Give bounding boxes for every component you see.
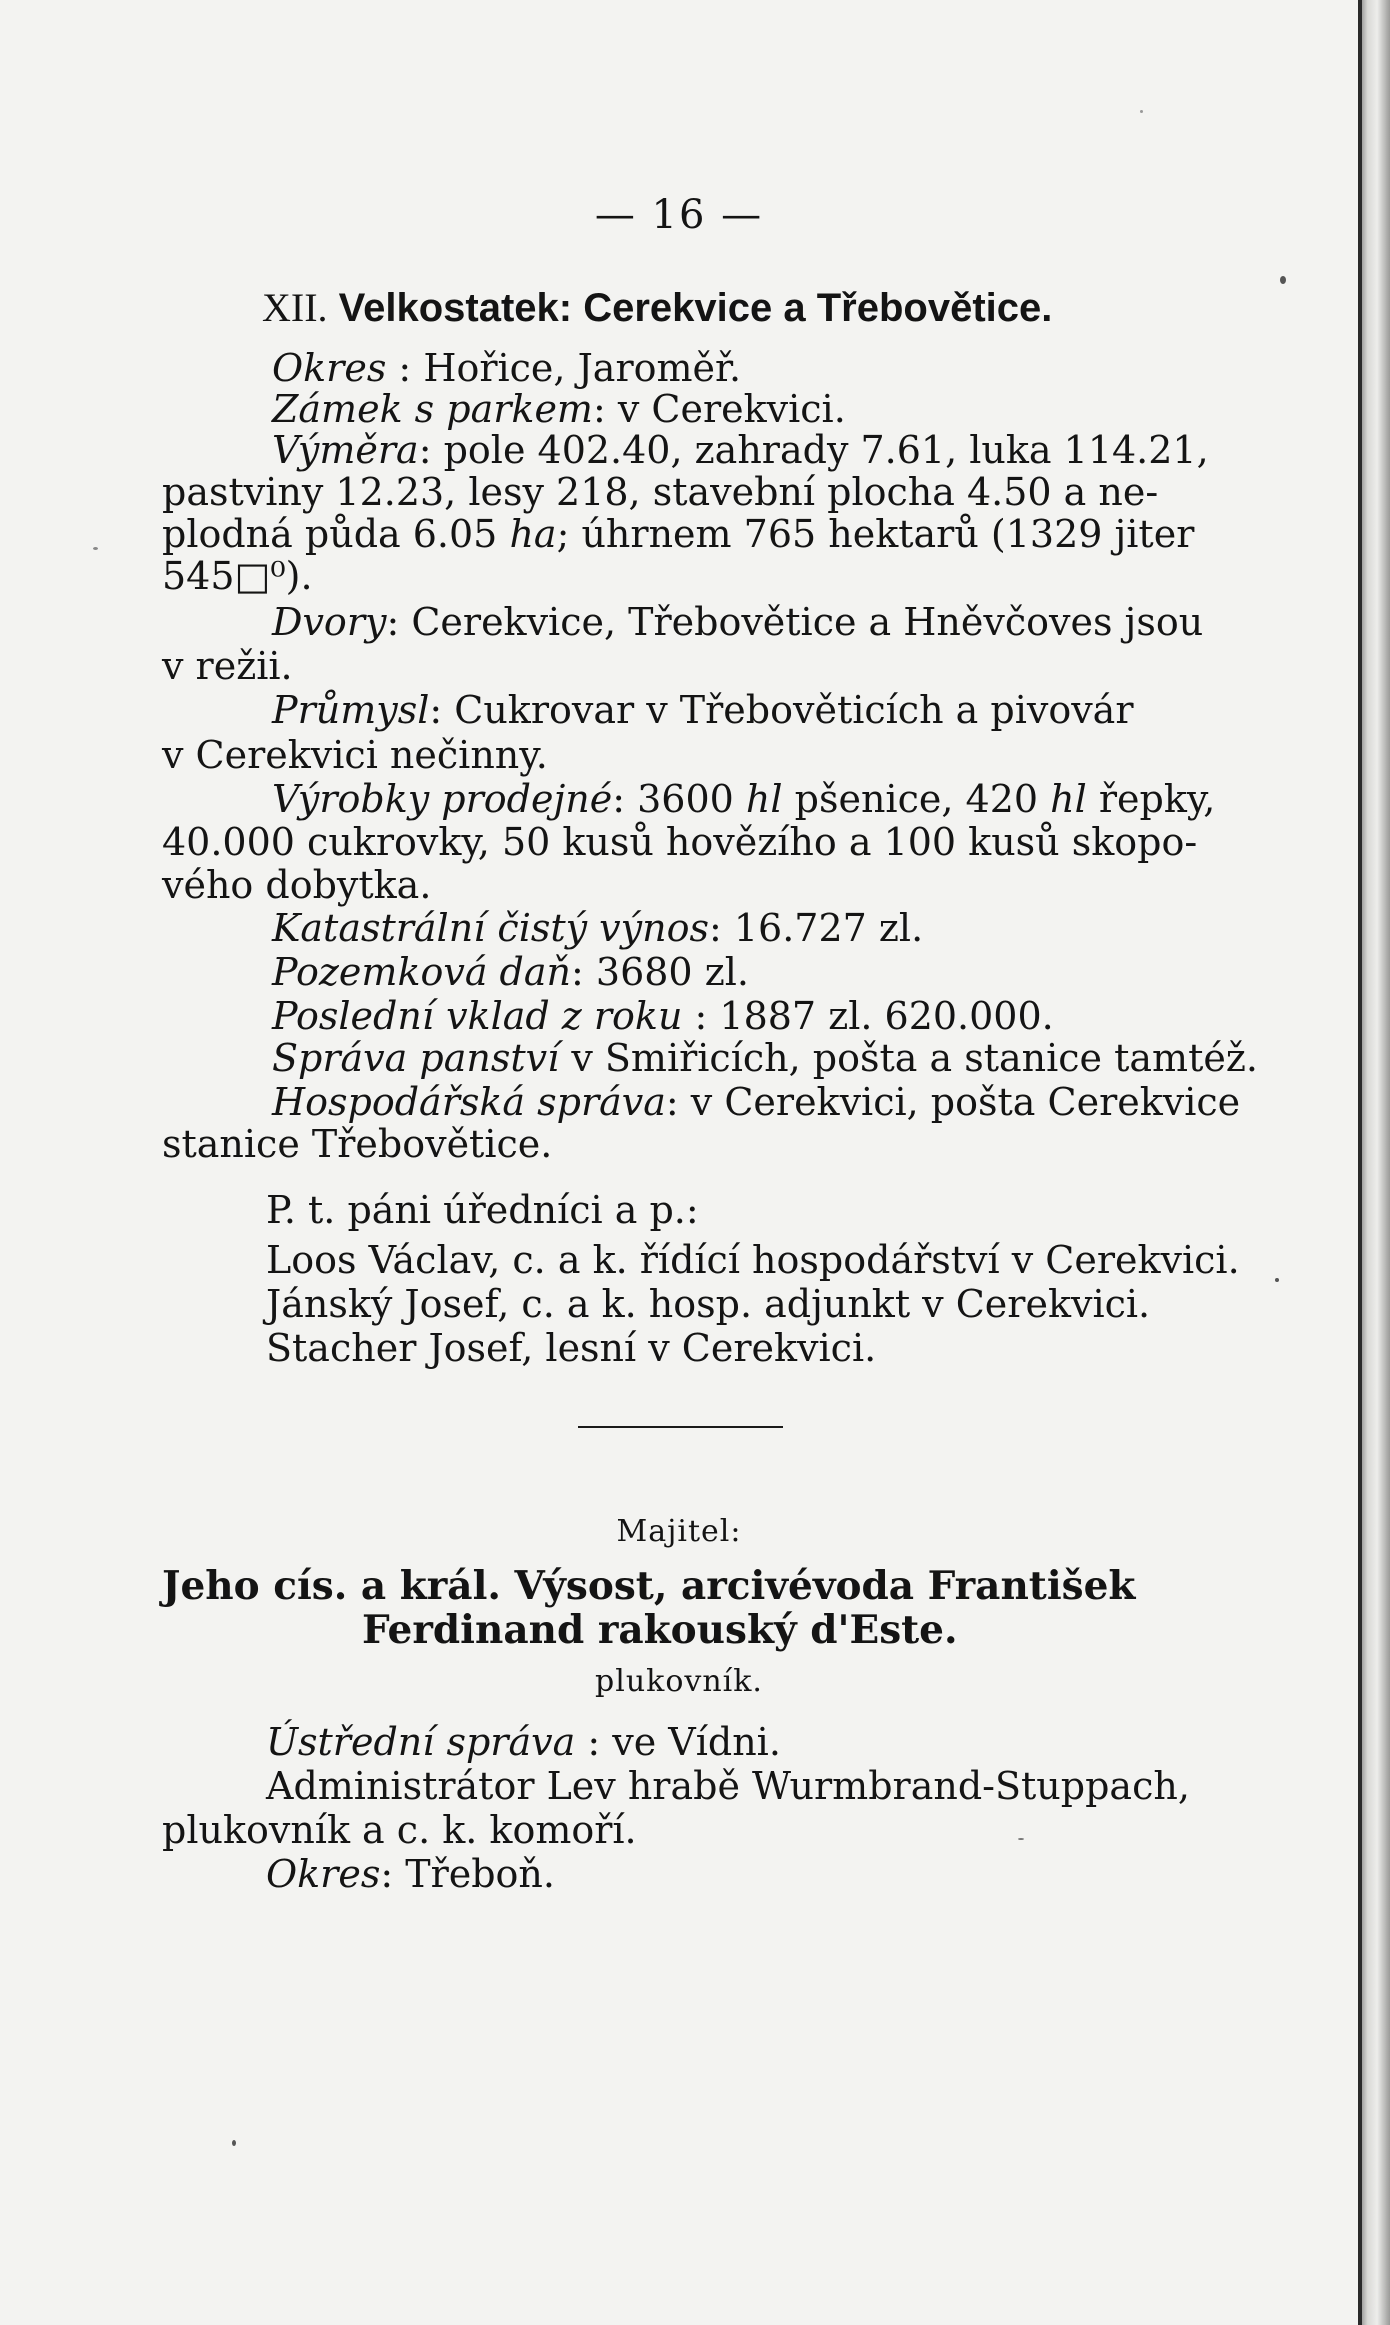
katastr-sep: :: [708, 906, 734, 950]
hosp-line-2: stanice Třebovětice.: [162, 1122, 553, 1166]
section-numeral: XII.: [262, 285, 328, 330]
vklad-label: Poslední vklad z roku: [272, 994, 683, 1038]
dan-line: [272, 950, 749, 994]
vklad-line: [272, 994, 1054, 1038]
prumysl-line-1: [272, 688, 1134, 732]
katastr-line: [272, 906, 923, 950]
vyrobky-line-3: vého dobytka.: [162, 863, 432, 907]
paper-speck: [1275, 1278, 1279, 1282]
vymera-line-3: [162, 512, 1194, 556]
vyrobky-line-2: 40.000 cukrovky, 50 kusů hovězího a 100 kusů skopo-: [162, 820, 1198, 864]
admin-line-2: plukovník a c. k. komoří.: [162, 1808, 637, 1852]
okres-sep: :: [386, 346, 424, 390]
dvory-line-1: [272, 600, 1203, 644]
prumysl-label: Průmysl: [272, 688, 430, 732]
ustredni-sep: :: [575, 1720, 613, 1764]
sprava-label: Správa panství: [272, 1036, 560, 1080]
zamek-label: Zámek s parkem: [272, 387, 593, 431]
page-edge: [1358, 0, 1390, 2325]
admin-line-1: Administrátor Lev hrabě Wurmbrand-Stuppach,: [266, 1764, 1190, 1808]
ustredni-line: [266, 1720, 781, 1764]
vymera-line-2: pastviny 12.23, lesy 218, stavební plocha 4.50 a ne-: [162, 470, 1159, 514]
vklad-value: 1887 zl. 620.000.: [719, 994, 1054, 1038]
sprava-value: v Smiřicích, pošta a stanice tamtéž.: [571, 1036, 1258, 1080]
vymera-line-4: 545□⁰).: [162, 554, 313, 598]
dan-value: 3680 zl.: [595, 950, 749, 994]
section-title: Velkostatek: Cerekvice a Třebovětice.: [338, 286, 1053, 330]
okres-value: Hořice, Jaroměř.: [423, 346, 742, 390]
dan-label: Pozemková daň: [272, 950, 572, 994]
owner-label: Majitel:: [616, 1514, 742, 1549]
dvory-label: Dvory: [272, 600, 387, 644]
ustredni-label: Ústřední správa: [266, 1720, 576, 1764]
hosp-line-1: [272, 1080, 1240, 1124]
owner-rank: plukovník.: [595, 1664, 763, 1699]
vymera-unit: ha: [509, 512, 557, 556]
vyrobky-label: Výrobky prodejné: [272, 777, 613, 821]
okres-2-label: Okres: [266, 1852, 381, 1896]
zamek-line: [272, 387, 846, 431]
section-heading: [262, 286, 1052, 330]
vyrobky-text-1b: pšenice, 420: [782, 777, 1051, 821]
vymera-text-1: : pole 402.40, zahrady 7.61, luka 114.21,: [418, 428, 1209, 472]
vklad-sep: :: [682, 994, 720, 1038]
okres-label: Okres: [272, 346, 387, 390]
okres-2-sep: :: [380, 1852, 406, 1896]
vyrobky-line-1: [272, 777, 1215, 821]
paper-speck: [232, 2140, 236, 2146]
sprava-line: [272, 1036, 1258, 1080]
page-number: — 16 —: [594, 192, 764, 238]
dvory-text-1: : Cerekvice, Třebovětice a Hněvčoves jsou: [386, 600, 1204, 644]
page-edge-line: [1358, 0, 1362, 2325]
zamek-value: v Cerekvici.: [617, 387, 846, 431]
dan-sep: :: [571, 950, 596, 994]
paper-speck: [93, 547, 98, 550]
official-item: Loos Václav, c. a k. řídící hospodářství v Cerekvici.: [266, 1238, 1240, 1282]
vymera-text-3b: ; úhrnem 765 hektarů (1329 jiter: [556, 512, 1195, 556]
official-item: Jánský Josef, c. a k. hosp. adjunkt v Cerekvici.: [266, 1282, 1151, 1326]
vyrobky-unit-2: hl: [1050, 777, 1087, 821]
sprava-sep: [559, 1036, 571, 1080]
dvory-line-2: v režii.: [162, 644, 293, 688]
divider: [578, 1426, 783, 1428]
owner-line-2: Ferdinand rakouský d'Este.: [362, 1607, 958, 1653]
prumysl-line-2: v Cerekvici nečinny.: [162, 733, 548, 777]
zamek-sep: :: [592, 387, 618, 431]
vyrobky-text-1c: řepky,: [1086, 777, 1216, 821]
okres-2-value: Třeboň.: [405, 1852, 555, 1896]
prumysl-text-1: : Cukrovar v Třebověticích a pivovár: [429, 688, 1134, 732]
katastr-label: Katastrální čistý výnos: [272, 906, 709, 950]
officials-title: P. t. páni úředníci a p.:: [266, 1188, 699, 1232]
ustredni-value: ve Vídni.: [612, 1720, 781, 1764]
okres-line: [272, 346, 741, 390]
vymera-line-1: [272, 428, 1209, 472]
vyrobky-text-1a: : 3600: [612, 777, 746, 821]
vymera-text-3a: plodná půda 6.05: [162, 512, 510, 556]
official-item: Stacher Josef, lesní v Cerekvici.: [266, 1326, 877, 1370]
vymera-label: Výměra: [272, 428, 419, 472]
paper-speck: [1140, 110, 1143, 113]
paper-speck: [1018, 1838, 1024, 1840]
okres-2-line: [266, 1852, 555, 1896]
vyrobky-unit-1: hl: [745, 777, 783, 821]
hosp-text-1: : v Cerekvici, pošta Cerekvice: [665, 1080, 1241, 1124]
hosp-label: Hospodářská správa: [272, 1080, 666, 1124]
owner-line-1: Jeho cís. a král. Výsost, arcivévoda František: [162, 1563, 1136, 1609]
paper-speck: [1280, 276, 1286, 284]
katastr-value: 16.727 zl.: [733, 906, 924, 950]
